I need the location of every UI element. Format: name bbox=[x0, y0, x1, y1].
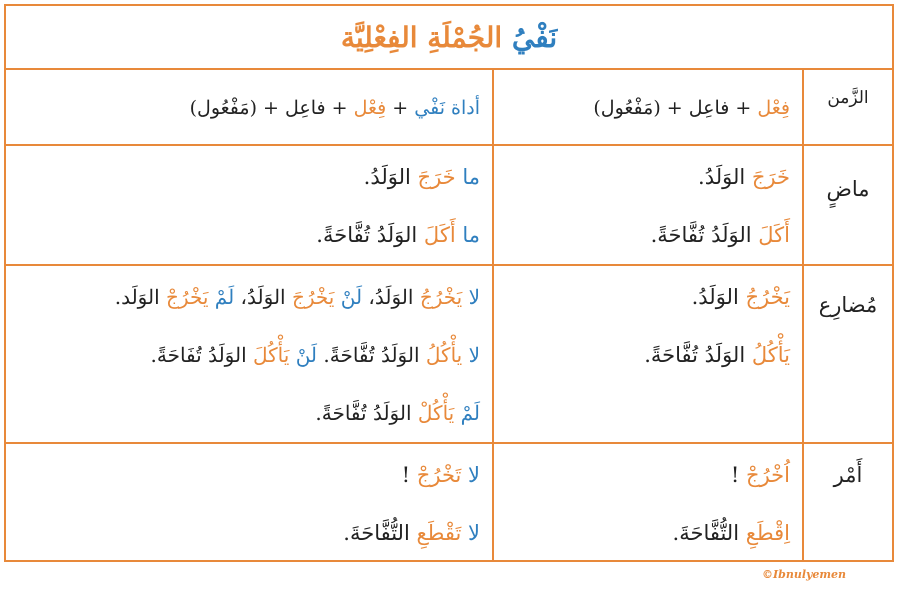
imperative-label: أَمْر bbox=[833, 463, 863, 487]
title-row bbox=[6, 6, 892, 70]
header-positive-rest: + فاعِل + (مَفْعُول) bbox=[593, 97, 758, 119]
imperative-negative-2 bbox=[6, 504, 480, 562]
present-positive-cell bbox=[494, 266, 802, 442]
imperative-negative-1 bbox=[6, 446, 480, 504]
present-positive-2 bbox=[494, 326, 790, 384]
particle: لا bbox=[468, 343, 480, 367]
rest: التُّفَّاحَةَ. bbox=[672, 521, 746, 545]
past-positive-cell bbox=[494, 146, 802, 264]
header-tense-label: الزَّمن bbox=[827, 88, 869, 108]
title-word-sentence: الجُمْلَةِ الفِعْلِيَّة bbox=[340, 20, 503, 54]
rest: الوَلَدُ، bbox=[234, 285, 292, 309]
rest: الوَلَدُ تُفَّاحَةً. bbox=[644, 343, 752, 367]
verb: يَأْكُلَ bbox=[253, 343, 296, 367]
rest: الوَلَد. bbox=[114, 285, 167, 309]
rest: الوَلَدُ. bbox=[363, 165, 418, 189]
imperative-positive-1 bbox=[494, 446, 790, 504]
verb: يَأْكُلُ bbox=[751, 343, 790, 367]
present-negative-cell bbox=[6, 266, 492, 442]
particle: لَنْ bbox=[340, 285, 363, 309]
rest: التُّفَّاحَةَ. bbox=[343, 521, 417, 545]
past-label-cell bbox=[804, 146, 892, 264]
verb: يَخْرُجَ bbox=[291, 285, 341, 309]
rest: الوَلَدُ. bbox=[698, 165, 752, 189]
header-negative-verb: فِعْل bbox=[353, 97, 387, 119]
header-tense bbox=[804, 70, 892, 144]
past-negative-2 bbox=[6, 206, 480, 264]
verb: اِقْطَعِ bbox=[745, 521, 790, 545]
header-positive bbox=[494, 70, 802, 144]
verb: اُخْرُجْ bbox=[746, 463, 790, 487]
verb: يَخْرُجُ bbox=[745, 285, 790, 309]
copyright-note: ©Ibnulyemen bbox=[762, 568, 847, 581]
verb: يَخْرُجُ bbox=[419, 285, 469, 309]
rest: الوَلَدُ تُفَّاحَةً. bbox=[316, 223, 424, 247]
verb: يَخْرُجْ bbox=[166, 285, 215, 309]
header-negative-rest: + فاعِل + (مَفْعُول) bbox=[189, 97, 354, 119]
header-negative-particle: أداة نَفْي bbox=[414, 97, 480, 119]
particle: لا bbox=[468, 521, 480, 545]
particle: لَنْ bbox=[295, 343, 318, 367]
verb: يَأْكُلْ bbox=[417, 401, 461, 425]
past-positive-1 bbox=[494, 148, 790, 206]
imperative-label-cell bbox=[804, 444, 892, 560]
verb: خَرَجَ bbox=[751, 165, 790, 189]
rest: الوَلَدُ تُفَاحَةً. bbox=[150, 343, 254, 367]
past-positive-2 bbox=[494, 206, 790, 264]
header-positive-formula bbox=[494, 70, 790, 146]
present-negative-1 bbox=[6, 268, 480, 326]
header-negative-plus: + bbox=[386, 97, 415, 119]
header-positive-verb: فِعْل bbox=[757, 97, 790, 119]
past-label: ماضٍ bbox=[826, 177, 870, 201]
title-word-negation: نَفْيُ bbox=[511, 20, 558, 54]
particle: لَمْ bbox=[214, 285, 235, 309]
past-negative-1 bbox=[6, 148, 480, 206]
present-positive-1 bbox=[494, 268, 790, 326]
present-negative-3 bbox=[6, 384, 480, 442]
imperative-positive-2 bbox=[494, 504, 790, 562]
particle: لا bbox=[468, 285, 480, 309]
particle: لا bbox=[468, 463, 480, 487]
verb: يأْكُلُ bbox=[425, 343, 469, 367]
verb: خَرَجَ bbox=[417, 165, 463, 189]
particle: ما bbox=[462, 165, 480, 189]
present-label: مُضارِع bbox=[818, 293, 878, 317]
grammar-table bbox=[4, 4, 894, 562]
verb: أَكَلَ bbox=[758, 223, 790, 247]
past-negative-cell bbox=[6, 146, 492, 264]
imperative-negative-cell bbox=[6, 444, 492, 560]
rest: ! bbox=[401, 463, 417, 487]
rest: الوَلَدُ. bbox=[691, 285, 746, 309]
rest: الوَلَدُ تُفَّاحَةً. bbox=[650, 223, 759, 247]
rest: ! bbox=[730, 463, 747, 487]
imperative-positive-cell bbox=[494, 444, 802, 560]
rest: الوَلَدُ، bbox=[362, 285, 420, 309]
verb: أَكَلَ bbox=[423, 223, 463, 247]
particle: ما bbox=[462, 223, 480, 247]
rest: الوَلَدُ تُفَّاحَةً. bbox=[315, 401, 418, 425]
rest: الوَلَدُ تُفَّاحَةً. bbox=[317, 343, 426, 367]
verb: تَخْرُجْ bbox=[416, 463, 469, 487]
verb: تَقْطَعِ bbox=[416, 521, 469, 545]
particle: لَمْ bbox=[460, 401, 480, 425]
present-label-cell bbox=[804, 266, 892, 442]
header-negative bbox=[6, 70, 492, 144]
page-title bbox=[341, 21, 557, 54]
header-negative-formula bbox=[6, 70, 480, 146]
present-negative-2 bbox=[6, 326, 480, 384]
